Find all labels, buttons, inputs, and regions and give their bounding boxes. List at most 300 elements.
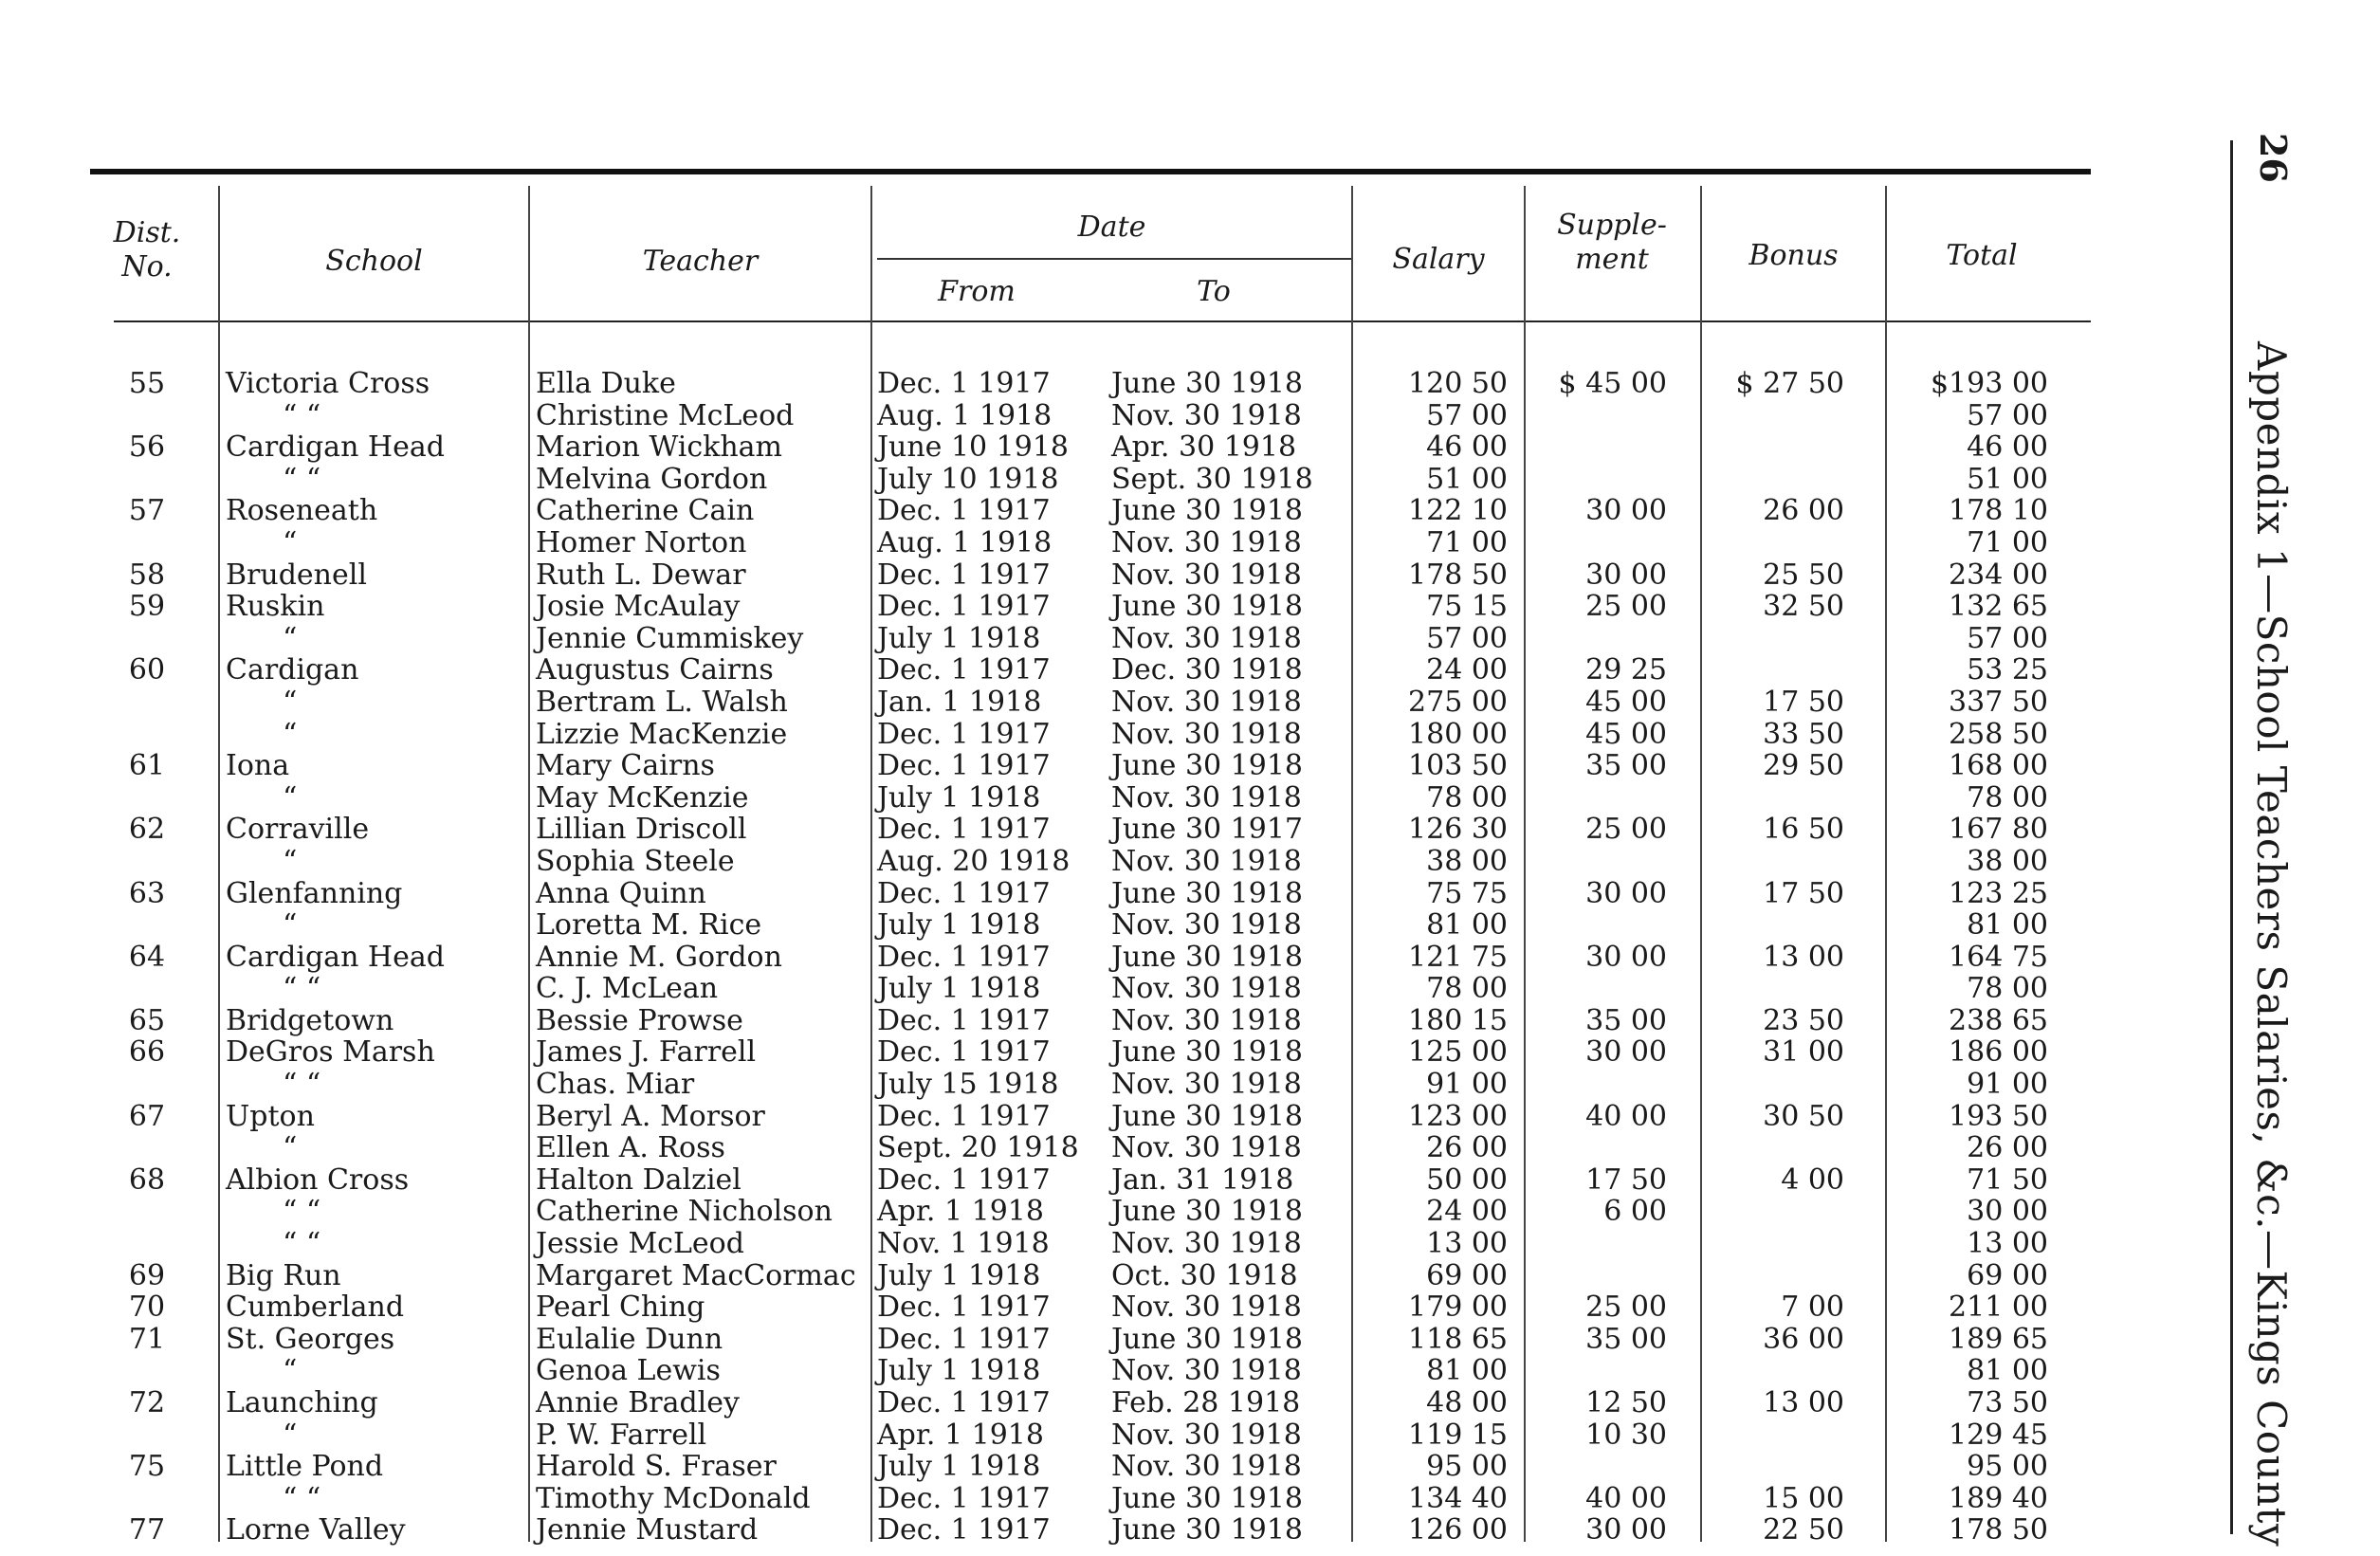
from-date-cell: Dec. 1 1917 <box>877 367 1051 400</box>
bonus-cell: 15 00 <box>1763 1481 1844 1515</box>
school-cell: “ <box>283 717 298 751</box>
salary-cell: 24 00 <box>1426 653 1508 687</box>
table-row <box>0 495 2181 527</box>
total-cell: 57 00 <box>1967 398 2048 432</box>
salary-cell: 134 40 <box>1408 1481 1508 1515</box>
school-cell: Victoria Cross <box>226 367 430 400</box>
from-date-cell: Dec. 1 1917 <box>877 1162 1051 1197</box>
salary-cell: 103 50 <box>1408 749 1508 783</box>
table-row <box>0 464 2181 496</box>
bonus-cell: 4 00 <box>1781 1162 1844 1197</box>
bonus-cell: 25 50 <box>1763 558 1844 592</box>
total-cell: 258 50 <box>1949 717 2048 751</box>
to-date-cell: June 30 1918 <box>1111 1513 1304 1547</box>
salary-cell: 180 00 <box>1408 717 1508 751</box>
school-cell: Little Pond <box>226 1450 384 1484</box>
school-cell: “ <box>283 525 298 559</box>
teacher-cell: Josie McAulay <box>536 590 741 624</box>
supplement-cell: 30 00 <box>1585 558 1667 592</box>
to-date-cell: Nov. 30 1918 <box>1111 1418 1302 1452</box>
supplement-cell: 35 00 <box>1585 1322 1667 1356</box>
table-row <box>0 1069 2181 1101</box>
total-cell: 53 25 <box>1967 653 2048 687</box>
teacher-cell: Eulalie Dunn <box>536 1322 723 1356</box>
header-supplement: Supple- ment <box>1557 209 1667 276</box>
teacher-cell: Beryl A. Morsor <box>536 1099 765 1133</box>
total-cell: 78 00 <box>1967 972 2048 1006</box>
teacher-cell: Melvina Gordon <box>536 462 768 496</box>
dist-cell: 55 <box>128 367 166 400</box>
bonus-cell: 26 00 <box>1763 494 1844 528</box>
teacher-cell: Ella Duke <box>536 367 676 400</box>
school-cell: “ <box>283 685 298 719</box>
to-date-cell: Feb. 28 1918 <box>1111 1386 1301 1419</box>
total-cell: 164 75 <box>1949 940 2048 974</box>
supplement-cell: 30 00 <box>1585 940 1667 974</box>
total-cell: 91 00 <box>1967 1068 2048 1102</box>
table-row <box>0 1324 2181 1356</box>
to-date-cell: Nov. 30 1918 <box>1111 1354 1302 1388</box>
from-date-cell: July 1 1918 <box>877 1354 1041 1388</box>
header-bonus: Bonus <box>1748 239 1839 272</box>
from-date-cell: Aug. 1 1918 <box>877 525 1053 559</box>
salary-cell: 119 15 <box>1408 1418 1508 1452</box>
school-cell: Lorne Valley <box>226 1513 406 1547</box>
total-cell: 26 00 <box>1967 1131 2048 1165</box>
salary-cell: 81 00 <box>1426 908 1508 943</box>
school-cell: Roseneath <box>226 494 378 528</box>
table-row <box>0 750 2181 782</box>
to-date-cell: Nov. 30 1918 <box>1111 1291 1302 1325</box>
from-date-cell: Nov. 1 1918 <box>877 1227 1050 1261</box>
to-date-cell: Oct. 30 1918 <box>1111 1258 1298 1292</box>
salary-cell: 125 00 <box>1408 1035 1508 1070</box>
header-top-rule <box>90 169 2091 174</box>
salary-cell: 91 00 <box>1426 1068 1508 1102</box>
total-cell: 73 50 <box>1967 1386 2048 1419</box>
school-cell: “ <box>283 1354 298 1388</box>
school-cell: Upton <box>226 1099 315 1133</box>
supplement-cell: 40 00 <box>1585 1099 1667 1133</box>
bonus-cell: 23 50 <box>1763 1003 1844 1037</box>
teacher-cell: Chas. Miar <box>536 1068 695 1102</box>
to-date-cell: June 30 1918 <box>1111 876 1304 910</box>
school-cell: Iona <box>226 749 290 783</box>
to-date-cell: Nov. 30 1918 <box>1111 621 1302 655</box>
teacher-cell: Marion Wickham <box>536 430 782 465</box>
school-cell: “ “ <box>283 1227 321 1261</box>
to-date-cell: Apr. 30 1918 <box>1111 430 1297 465</box>
supplement-cell: 30 00 <box>1585 1035 1667 1070</box>
total-cell: 168 00 <box>1949 749 2048 783</box>
total-cell: 129 45 <box>1949 1418 2048 1452</box>
total-cell: 189 40 <box>1949 1481 2048 1515</box>
teacher-cell: Anna Quinn <box>536 876 706 910</box>
from-date-cell: July 1 1918 <box>877 1258 1041 1292</box>
total-cell: 57 00 <box>1967 621 2048 655</box>
school-cell: “ <box>283 908 298 943</box>
salary-cell: 95 00 <box>1426 1450 1508 1484</box>
from-date-cell: Dec. 1 1917 <box>877 876 1051 910</box>
teacher-cell: Mary Cairns <box>536 749 715 783</box>
teacher-cell: Harold S. Fraser <box>536 1450 777 1484</box>
total-cell: 81 00 <box>1967 1354 2048 1388</box>
school-cell: “ “ <box>283 398 321 432</box>
to-date-cell: Jan. 31 1918 <box>1111 1162 1294 1197</box>
school-cell: Albion Cross <box>226 1162 410 1197</box>
from-date-cell: Sept. 20 1918 <box>877 1131 1079 1165</box>
bonus-cell: 13 00 <box>1763 1386 1844 1419</box>
salary-cell: 121 75 <box>1408 940 1508 974</box>
salary-cell: 179 00 <box>1408 1291 1508 1325</box>
dist-cell: 72 <box>128 1386 166 1419</box>
from-date-cell: Dec. 1 1917 <box>877 1513 1051 1547</box>
bonus-cell: 30 50 <box>1763 1099 1844 1133</box>
to-date-cell: Nov. 30 1918 <box>1111 525 1302 559</box>
dist-cell: 70 <box>128 1291 166 1325</box>
teacher-cell: Lizzie MacKenzie <box>536 717 788 751</box>
from-date-cell: Dec. 1 1917 <box>877 1481 1051 1515</box>
table-row <box>0 782 2181 815</box>
table-row <box>0 527 2181 559</box>
header-school: School <box>325 245 423 278</box>
salary-cell: 123 00 <box>1408 1099 1508 1133</box>
from-date-cell: Jan. 1 1918 <box>877 685 1042 719</box>
from-date-cell: Aug. 20 1918 <box>877 844 1071 878</box>
to-date-cell: Nov. 30 1918 <box>1111 972 1302 1006</box>
bonus-cell: 29 50 <box>1763 749 1844 783</box>
header-total: Total <box>1946 239 2018 272</box>
bonus-cell: 22 50 <box>1763 1513 1844 1547</box>
dist-cell: 71 <box>128 1322 166 1356</box>
dist-cell: 56 <box>128 430 166 465</box>
bonus-cell: 17 50 <box>1763 876 1844 910</box>
table-row <box>0 1101 2181 1133</box>
to-date-cell: Nov. 30 1918 <box>1111 717 1302 751</box>
table-row <box>0 1387 2181 1419</box>
table-row <box>0 654 2181 686</box>
school-cell: Glenfanning <box>226 876 403 910</box>
teacher-cell: Catherine Cain <box>536 494 755 528</box>
supplement-cell: 35 00 <box>1585 1003 1667 1037</box>
teacher-cell: Augustus Cairns <box>536 653 774 687</box>
supplement-cell: 30 00 <box>1585 494 1667 528</box>
table-row <box>0 1355 2181 1387</box>
supplement-cell: 6 00 <box>1603 1195 1667 1229</box>
bonus-cell: 17 50 <box>1763 685 1844 719</box>
total-cell: $193 00 <box>1930 367 2048 400</box>
teacher-cell: P. W. Farrell <box>536 1418 707 1452</box>
to-date-cell: Sept. 30 1918 <box>1111 462 1313 496</box>
to-date-cell: Nov. 30 1918 <box>1111 844 1302 878</box>
teacher-cell: Annie M. Gordon <box>536 940 782 974</box>
teacher-cell: James J. Farrell <box>536 1035 757 1070</box>
table-row <box>0 719 2181 751</box>
to-date-cell: June 30 1918 <box>1111 749 1304 783</box>
salary-cell: 50 00 <box>1426 1162 1508 1197</box>
total-cell: 69 00 <box>1967 1258 2048 1292</box>
school-cell: “ <box>283 780 298 815</box>
header-salary: Salary <box>1392 243 1485 276</box>
bonus-cell: 16 50 <box>1763 813 1844 847</box>
table-row <box>0 591 2181 623</box>
to-date-cell: June 30 1918 <box>1111 367 1304 400</box>
school-cell: Cardigan Head <box>226 430 445 465</box>
dist-cell: 60 <box>128 653 166 687</box>
table-row <box>0 973 2181 1005</box>
supplement-cell: 30 00 <box>1585 1513 1667 1547</box>
to-date-cell: Nov. 30 1918 <box>1111 1131 1302 1165</box>
school-cell: “ “ <box>283 1195 321 1229</box>
from-date-cell: Dec. 1 1917 <box>877 1003 1051 1037</box>
salary-cell: 275 00 <box>1408 685 1508 719</box>
table-row <box>0 1228 2181 1260</box>
to-date-cell: June 30 1917 <box>1111 813 1304 847</box>
supplement-cell: 45 00 <box>1585 717 1667 751</box>
to-date-cell: June 30 1918 <box>1111 1195 1304 1229</box>
salary-cell: 51 00 <box>1426 462 1508 496</box>
total-cell: 81 00 <box>1967 908 2048 943</box>
running-title: Appendix 1—School Teachers Salaries, &c.—Kings County <box>2248 341 2295 1547</box>
teacher-cell: Loretta M. Rice <box>536 908 762 943</box>
supplement-cell: 30 00 <box>1585 876 1667 910</box>
school-cell: “ “ <box>283 972 321 1006</box>
school-cell: Cardigan <box>226 653 359 687</box>
total-cell: 78 00 <box>1967 780 2048 815</box>
table-row <box>0 1005 2181 1037</box>
teacher-cell: Annie Bradley <box>536 1386 740 1419</box>
salary-cell: 122 10 <box>1408 494 1508 528</box>
from-date-cell: Dec. 1 1917 <box>877 1099 1051 1133</box>
supplement-cell: 45 00 <box>1585 685 1667 719</box>
bonus-cell: 32 50 <box>1763 590 1844 624</box>
supplement-cell: 25 00 <box>1585 590 1667 624</box>
salary-cell: 81 00 <box>1426 1354 1508 1388</box>
total-cell: 51 00 <box>1967 462 2048 496</box>
to-date-cell: June 30 1918 <box>1111 590 1304 624</box>
salary-cell: 118 65 <box>1408 1322 1508 1356</box>
teacher-cell: C. J. McLean <box>536 972 719 1006</box>
from-date-cell: July 15 1918 <box>877 1068 1059 1102</box>
from-date-cell: July 1 1918 <box>877 621 1041 655</box>
school-cell: Cumberland <box>226 1291 405 1325</box>
total-cell: 71 00 <box>1967 525 2048 559</box>
bonus-cell: $ 27 50 <box>1735 367 1844 400</box>
salary-cell: 13 00 <box>1426 1227 1508 1261</box>
salary-cell: 57 00 <box>1426 398 1508 432</box>
to-date-cell: Nov. 30 1918 <box>1111 1450 1302 1484</box>
table-row <box>0 623 2181 655</box>
from-date-cell: July 1 1918 <box>877 908 1041 943</box>
table-row <box>0 1291 2181 1324</box>
teacher-cell: Margaret MacCormac <box>536 1258 856 1292</box>
table-row <box>0 846 2181 878</box>
salary-cell: 71 00 <box>1426 525 1508 559</box>
from-date-cell: Dec. 1 1917 <box>877 590 1051 624</box>
to-date-cell: Nov. 30 1918 <box>1111 1068 1302 1102</box>
school-cell: Ruskin <box>226 590 325 624</box>
dist-cell: 67 <box>128 1099 166 1133</box>
total-cell: 71 50 <box>1967 1162 2048 1197</box>
supplement-cell: 40 00 <box>1585 1481 1667 1515</box>
school-cell: Big Run <box>226 1258 341 1292</box>
supplement-cell: $ 45 00 <box>1558 367 1667 400</box>
to-date-cell: June 30 1918 <box>1111 1481 1304 1515</box>
to-date-cell: Nov. 30 1918 <box>1111 1227 1302 1261</box>
total-cell: 193 50 <box>1949 1099 2048 1133</box>
total-cell: 211 00 <box>1949 1291 2048 1325</box>
salary-cell: 126 00 <box>1408 1513 1508 1547</box>
school-cell: Corraville <box>226 813 370 847</box>
teacher-cell: Ellen A. Ross <box>536 1131 725 1165</box>
teacher-cell: Homer Norton <box>536 525 747 559</box>
total-cell: 167 80 <box>1949 813 2048 847</box>
from-date-cell: Dec. 1 1917 <box>877 1386 1051 1419</box>
dist-cell: 58 <box>128 558 166 592</box>
teacher-cell: Genoa Lewis <box>536 1354 721 1388</box>
teacher-cell: Christine McLeod <box>536 398 795 432</box>
salary-cell: 180 15 <box>1408 1003 1508 1037</box>
table-row <box>0 1132 2181 1164</box>
salary-cell: 38 00 <box>1426 844 1508 878</box>
table-row <box>0 942 2181 974</box>
table-row <box>0 909 2181 942</box>
school-cell: “ <box>283 1418 298 1452</box>
from-date-cell: Dec. 1 1917 <box>877 653 1051 687</box>
dist-cell: 77 <box>128 1513 166 1547</box>
from-date-cell: Aug. 1 1918 <box>877 398 1053 432</box>
salary-cell: 78 00 <box>1426 972 1508 1006</box>
dist-cell: 65 <box>128 1003 166 1037</box>
to-date-cell: Nov. 30 1918 <box>1111 908 1302 943</box>
teacher-cell: Bertram L. Walsh <box>536 685 788 719</box>
teacher-cell: Pearl Ching <box>536 1291 705 1325</box>
total-cell: 178 10 <box>1949 494 2048 528</box>
from-date-cell: Apr. 1 1918 <box>877 1195 1044 1229</box>
header-date: Date <box>1077 211 1146 244</box>
salary-cell: 69 00 <box>1426 1258 1508 1292</box>
total-cell: 189 65 <box>1949 1322 2048 1356</box>
salary-cell: 120 50 <box>1408 367 1508 400</box>
table-row <box>0 1260 2181 1292</box>
table-row <box>0 1419 2181 1452</box>
salary-table-body <box>0 368 2181 1547</box>
table-row <box>0 1036 2181 1069</box>
teacher-cell: May McKenzie <box>536 780 749 815</box>
dist-cell: 63 <box>128 876 166 910</box>
bonus-cell: 33 50 <box>1763 717 1844 751</box>
to-date-cell: June 30 1918 <box>1111 940 1304 974</box>
school-cell: DeGros Marsh <box>226 1035 435 1070</box>
teacher-cell: Jennie Cummiskey <box>536 621 804 655</box>
header-bottom-rule <box>114 320 2091 322</box>
supplement-cell: 17 50 <box>1585 1162 1667 1197</box>
bonus-cell: 31 00 <box>1763 1035 1844 1070</box>
bonus-cell: 36 00 <box>1763 1322 1844 1356</box>
salary-cell: 48 00 <box>1426 1386 1508 1419</box>
total-cell: 234 00 <box>1949 558 2048 592</box>
salary-cell: 75 75 <box>1426 876 1508 910</box>
teacher-cell: Bessie Prowse <box>536 1003 743 1037</box>
margin-rule <box>2230 140 2233 1534</box>
to-date-cell: Nov. 30 1918 <box>1111 1003 1302 1037</box>
total-cell: 46 00 <box>1967 430 2048 465</box>
school-cell: “ <box>283 621 298 655</box>
school-cell: “ <box>283 1131 298 1165</box>
supplement-cell: 12 50 <box>1585 1386 1667 1419</box>
teacher-cell: Ruth L. Dewar <box>536 558 746 592</box>
date-header-rule <box>877 258 1351 260</box>
to-date-cell: Dec. 30 1918 <box>1111 653 1303 687</box>
from-date-cell: Dec. 1 1917 <box>877 1035 1051 1070</box>
from-date-cell: July 1 1918 <box>877 780 1041 815</box>
total-cell: 178 50 <box>1949 1513 2048 1547</box>
salary-cell: 126 30 <box>1408 813 1508 847</box>
table-row <box>0 1196 2181 1228</box>
dist-cell: 57 <box>128 494 166 528</box>
from-date-cell: Dec. 1 1917 <box>877 813 1051 847</box>
bonus-cell: 7 00 <box>1781 1291 1844 1325</box>
dist-cell: 64 <box>128 940 166 974</box>
teacher-cell: Jessie McLeod <box>536 1227 744 1261</box>
supplement-cell: 25 00 <box>1585 1291 1667 1325</box>
salary-cell: 178 50 <box>1408 558 1508 592</box>
dist-cell: 68 <box>128 1162 166 1197</box>
header-teacher: Teacher <box>642 245 759 278</box>
teacher-cell: Lillian Driscoll <box>536 813 747 847</box>
salary-cell: 24 00 <box>1426 1195 1508 1229</box>
from-date-cell: July 1 1918 <box>877 1450 1041 1484</box>
from-date-cell: Dec. 1 1917 <box>877 558 1051 592</box>
school-cell: Brudenell <box>226 558 367 592</box>
teacher-cell: Halton Dalziel <box>536 1162 741 1197</box>
school-cell: “ “ <box>283 462 321 496</box>
school-cell: St. Georges <box>226 1322 395 1356</box>
dist-cell: 75 <box>128 1450 166 1484</box>
header-dist: Dist. No. <box>113 216 181 284</box>
from-date-cell: Dec. 1 1917 <box>877 717 1051 751</box>
page-number: 26 <box>2252 133 2295 183</box>
supplement-cell: 35 00 <box>1585 749 1667 783</box>
total-cell: 13 00 <box>1967 1227 2048 1261</box>
salary-cell: 46 00 <box>1426 430 1508 465</box>
table-row <box>0 1164 2181 1197</box>
from-date-cell: Apr. 1 1918 <box>877 1418 1044 1452</box>
table-row <box>0 814 2181 846</box>
table-row <box>0 559 2181 592</box>
total-cell: 95 00 <box>1967 1450 2048 1484</box>
supplement-cell: 29 25 <box>1585 653 1667 687</box>
table-row <box>0 878 2181 910</box>
salary-cell: 78 00 <box>1426 780 1508 815</box>
header-from: From <box>938 275 1016 308</box>
teacher-cell: Sophia Steele <box>536 844 735 878</box>
total-cell: 238 65 <box>1949 1003 2048 1037</box>
table-row <box>0 1514 2181 1547</box>
from-date-cell: July 10 1918 <box>877 462 1059 496</box>
dist-cell: 69 <box>128 1258 166 1292</box>
table-row <box>0 686 2181 719</box>
from-date-cell: Dec. 1 1917 <box>877 494 1051 528</box>
table-row <box>0 368 2181 400</box>
teacher-cell: Jennie Mustard <box>536 1513 759 1547</box>
from-date-cell: Dec. 1 1917 <box>877 940 1051 974</box>
to-date-cell: June 30 1918 <box>1111 494 1304 528</box>
to-date-cell: Nov. 30 1918 <box>1111 685 1302 719</box>
school-cell: “ <box>283 844 298 878</box>
dist-cell: 66 <box>128 1035 166 1070</box>
to-date-cell: Nov. 30 1918 <box>1111 398 1302 432</box>
